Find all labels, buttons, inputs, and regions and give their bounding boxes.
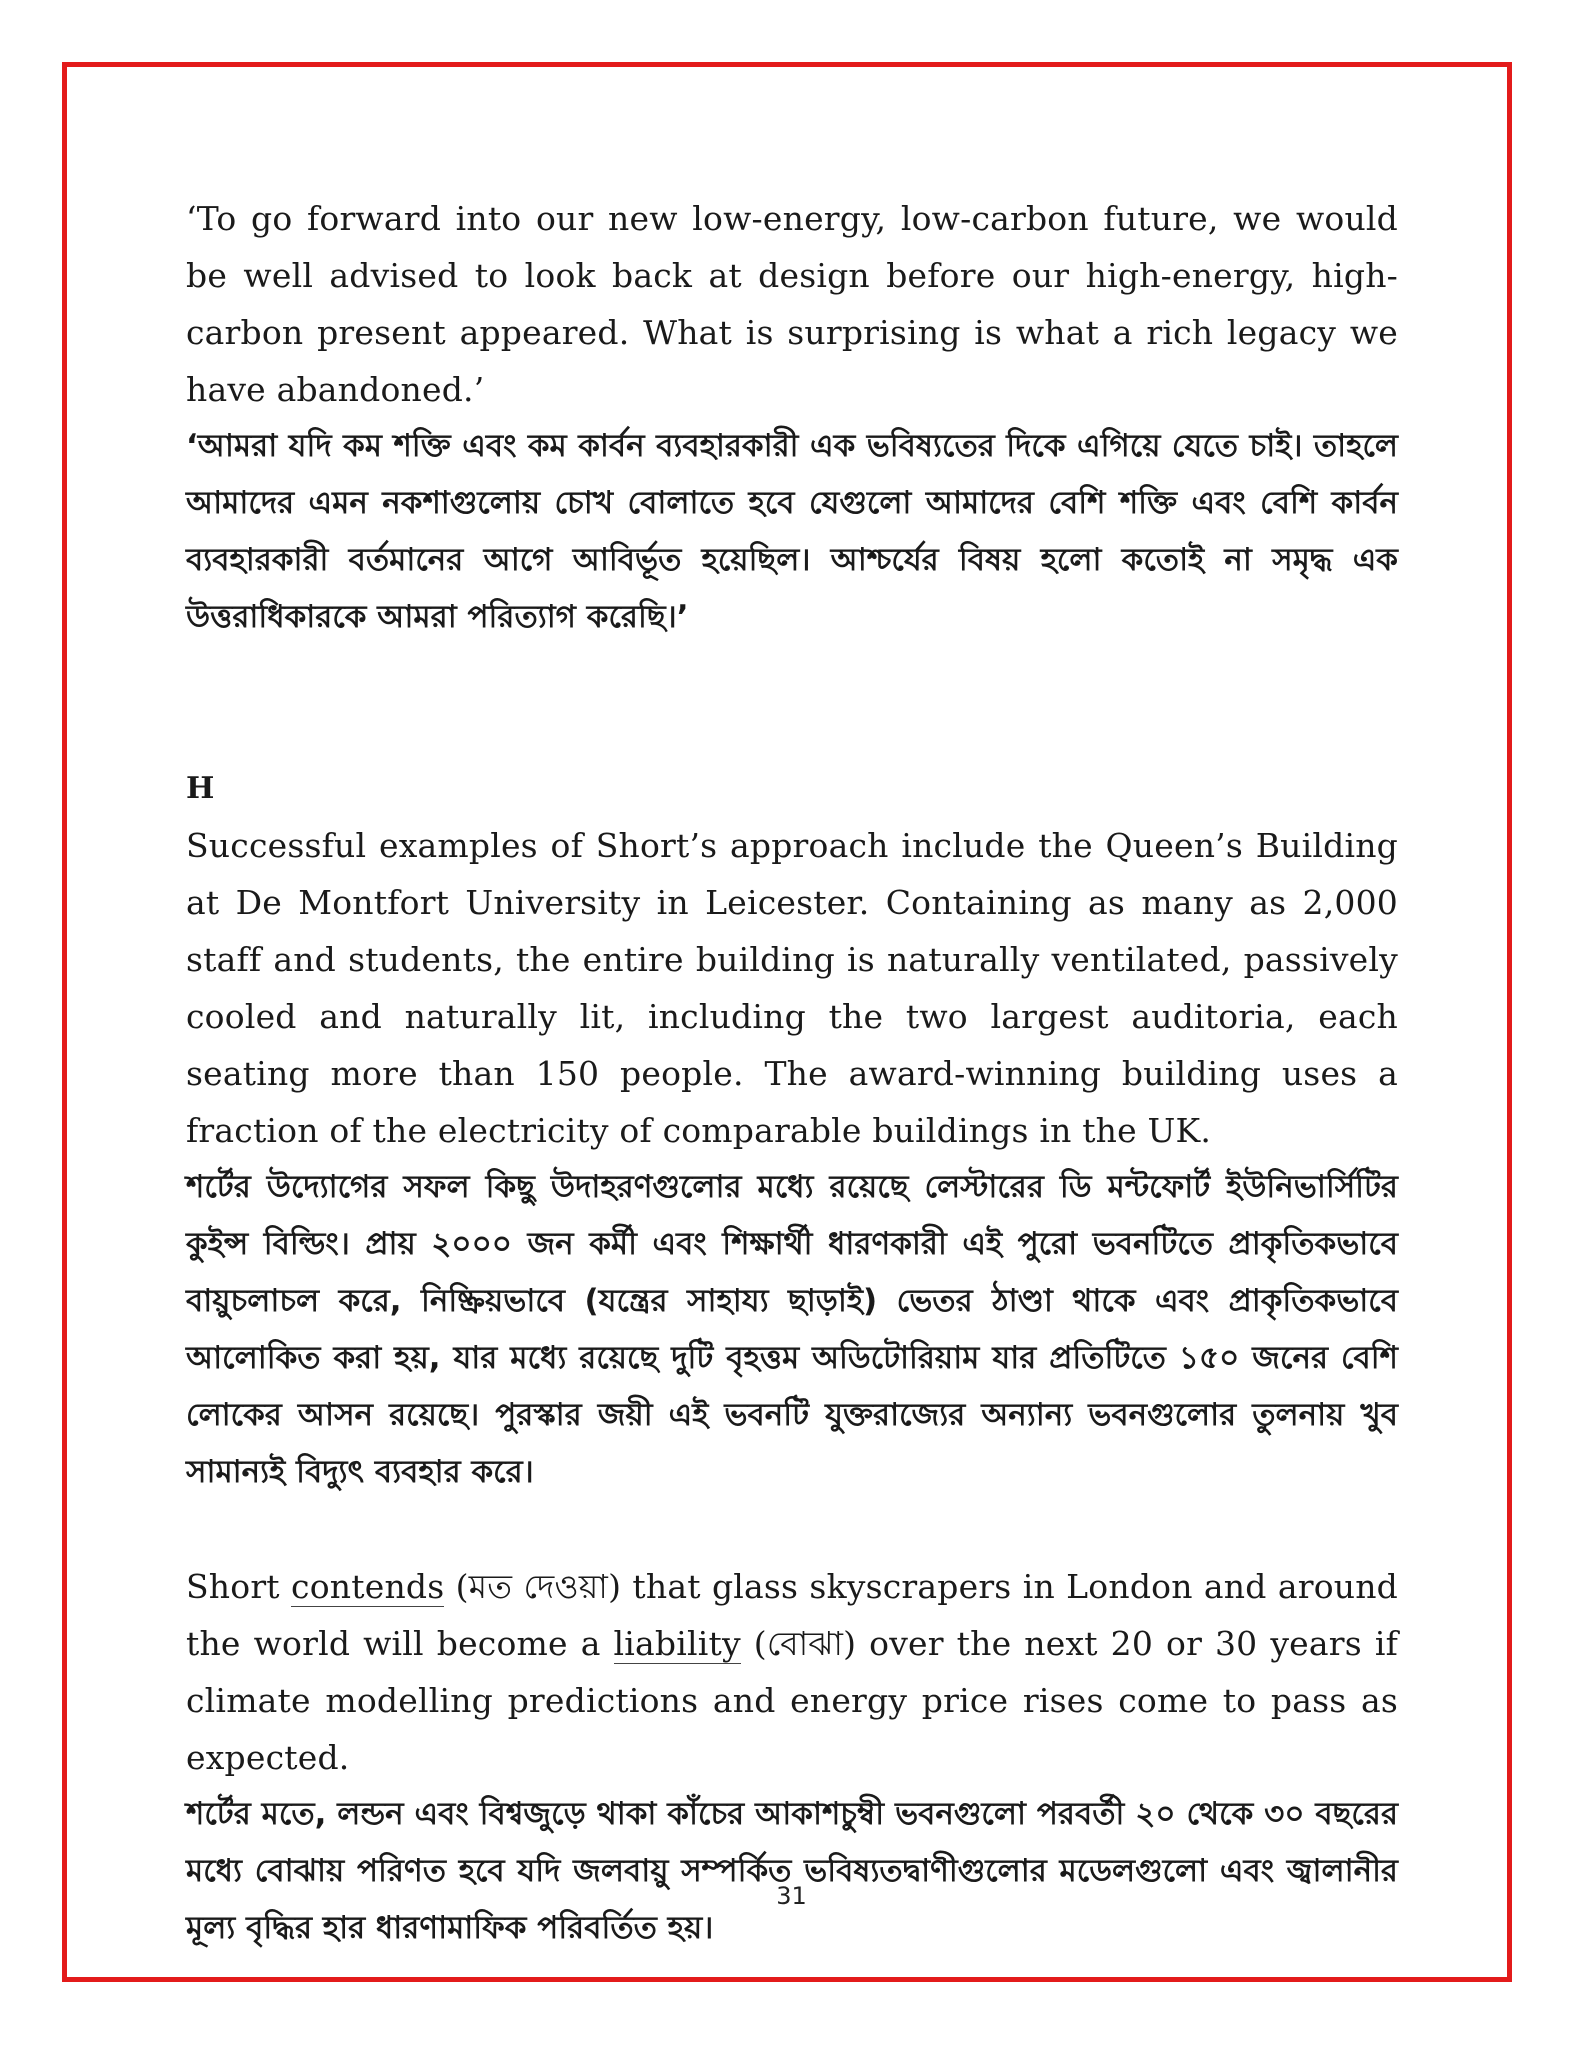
spacer [186, 1501, 1398, 1558]
spacer [186, 646, 1398, 760]
vocab-word-contends: contends [291, 1567, 445, 1606]
english-text: that glass skyscrapers in London and around the world will become a [186, 1567, 1398, 1663]
page-number: 31 [776, 1882, 807, 1910]
english-text: over the next 20 or 30 years if climate modelling predictions and energy price rises come to pass as expected. [186, 1624, 1398, 1777]
quote-bengali: ‘আমরা যদি কম শক্তি এবং কম কার্বন ব্যবহারকারী এক ভবিষ্যতের দিকে এগিয়ে যেতে চাই। তাহলে আমাদের এমন নকশাগুলোয় চোখ বোলাতে হবে যেগুলো আমাদের বেশি শক্তি এবং বেশি কার্বন ব্যবহারকারী বর্তমানের আগে আবির্ভূত হয়েছিল। আশ্চর্যের বিষয় হলো কতোই না সমৃদ্ধ এক উত্তরাধিকারকে আমরা পরিত্যাগ করেছি।’ [186, 428, 1398, 635]
english-text: Short [186, 1567, 292, 1606]
final-paragraph-english [186, 1558, 1398, 1786]
section-h-english: Successful examples of Short’s approach include the Queen’s Building at De Montfort University in Leicester. Containing as many as 2,000 staff and students, the entire building is naturally ventilated, passively cooled and naturally lit, including the two largest auditoria, each seating more than 150 people. The award-winning building uses a fraction of the electricity of comparable buildings in the UK. [186, 826, 1398, 1150]
final-paragraph-bengali: শর্টের মতে, লন্ডন এবং বিশ্বজুড়ে থাকা কাঁচের আকাশচুম্বী ভবনগুলো পরবর্তী ২০ থেকে ৩০ বছরের মধ্যে বোঝায় পরিণত হবে যদি জলবায়ু সম্পর্কিত ভবিষ্যতদ্বাণীগুলোর মডেলগুলো এবং জ্বালানীর মূল্য বৃদ্ধির হার ধারণামাফিক পরিবর্তিত হয়। [186, 1796, 1398, 1946]
vocab-meaning: (মত দেওয়া) [444, 1567, 633, 1606]
vocab-meaning: (বোঝা) [740, 1624, 870, 1663]
section-h-bengali: শর্টের উদ্যোগের সফল কিছু উদাহরণগুলোর মধ্যে রয়েছে লেস্টারের ডি মন্টফোর্ট ইউনিভার্সিটির কুইন্স বিল্ডিং। প্রায় ২০০০ জন কর্মী এবং শিক্ষার্থী ধারণকারী এই পুরো ভবনটিতে প্রাকৃতিকভাবে বায়ুচলাচল করে, নিষ্ক্রিয়ভাবে (যন্ত্রের সাহায্য ছাড়াই) ভেতর ঠাণ্ডা থাকে এবং প্রাকৃতিকভাবে আলোকিত করা হয়, যার মধ্যে রয়েছে দুটি বৃহত্তম অডিটোরিয়াম যার প্রতিটিতে ১৫০ জনের বেশি লোকের আসন রয়েছে। পুরস্কার জয়ী এই ভবনটি যুক্তরাজ্যের অন্যান্য ভবনগুলোর তুলনায় খুব সামান্যই বিদ্যুৎ ব্যবহার করে। [186, 1169, 1398, 1490]
section-heading: H [186, 771, 215, 806]
page-content [186, 190, 1398, 1957]
vocab-word-liability: liability [613, 1624, 741, 1663]
quote-english: ‘To go forward into our new low-energy, low-carbon future, we would be well advised to look back at design before our high-energy, high-carbon present appeared. What is surprising is what a rich legacy we have abandoned.’ [186, 199, 1398, 409]
